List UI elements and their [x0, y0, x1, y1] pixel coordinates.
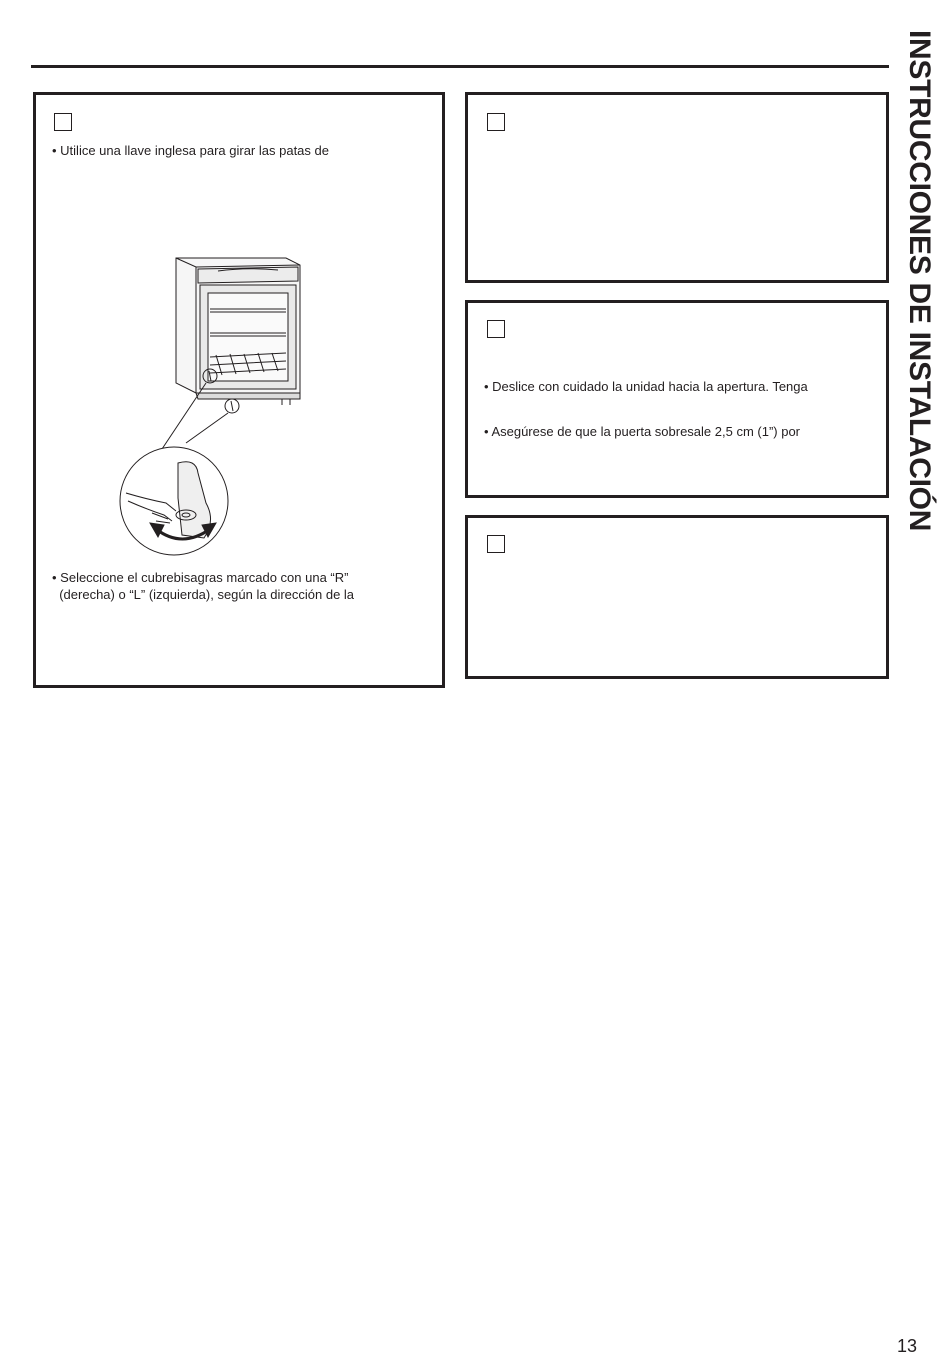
- step-number-box: [487, 320, 505, 338]
- step-number-box: [487, 535, 505, 553]
- section-title: INSTRUCCIONES DE INSTALACIÓN: [903, 30, 936, 532]
- step-panel-2: [465, 92, 889, 283]
- step-number-box: [487, 113, 505, 131]
- instruction-line: • Seleccione el cubrebisagras marcado con una “R”: [52, 570, 349, 585]
- instruction-line: • Deslice con cuidado la unidad hacia la apertura. Tenga: [484, 379, 808, 394]
- instruction-line: (derecha) o “L” (izquierda), según la dirección de la: [52, 587, 355, 602]
- step-panel-3: [465, 300, 889, 498]
- step-panel-1: [33, 92, 445, 688]
- top-rule: [31, 65, 889, 68]
- instruction-line: • Asegúrese de que la puerta sobresale 2,5 cm (1”) por: [484, 424, 801, 439]
- instruction-line: • Utilice una llave inglesa para girar las patas de: [52, 143, 329, 158]
- page-number: 13: [897, 1336, 918, 1356]
- step-panel-4: [465, 515, 889, 679]
- step-number-box: [54, 113, 72, 131]
- wine-cooler-leveling-leg-icon: [86, 253, 346, 563]
